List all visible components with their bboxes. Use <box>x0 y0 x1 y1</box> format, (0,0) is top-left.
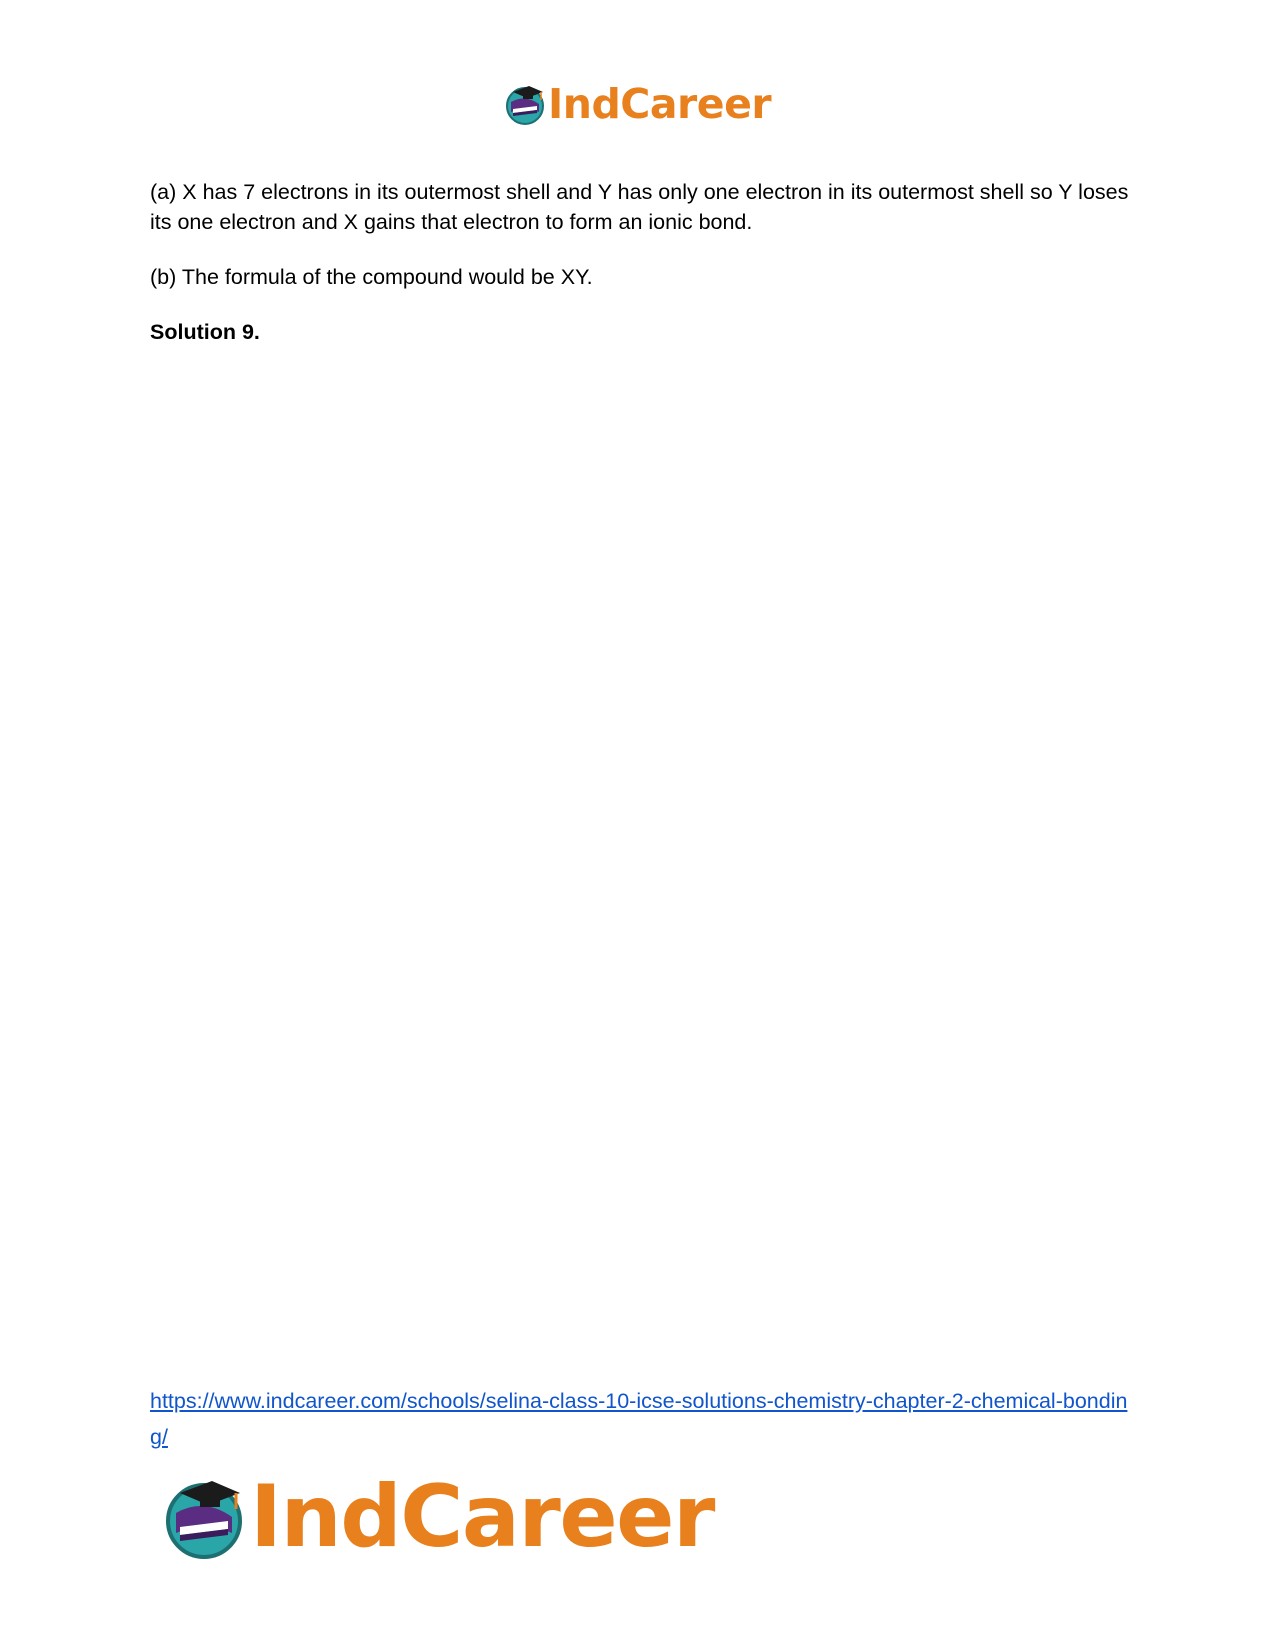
logo-text: IndCareer <box>250 1467 714 1567</box>
footer-logo <box>160 1467 714 1567</box>
logo-text: IndCareer <box>548 80 772 128</box>
solution-heading: Solution 9. <box>150 320 260 344</box>
source-link[interactable]: https://www.indcareer.com/schools/selina-class-10-icse-solutions-chemistry-chapter-2-chemical-bonding/ <box>150 1389 1128 1449</box>
header-logo <box>503 80 771 128</box>
graduation-globe-icon <box>503 82 547 126</box>
answer-paragraph-b: (b) The formula of the compound would be XY. <box>150 265 593 289</box>
graduation-globe-icon <box>160 1473 248 1561</box>
answer-paragraph-a: (a) X has 7 electrons in its outermost shell and Y has only one electron in its outermost shell so Y loses its one electron and X gains that electron to form an ionic bond. <box>150 180 1129 234</box>
